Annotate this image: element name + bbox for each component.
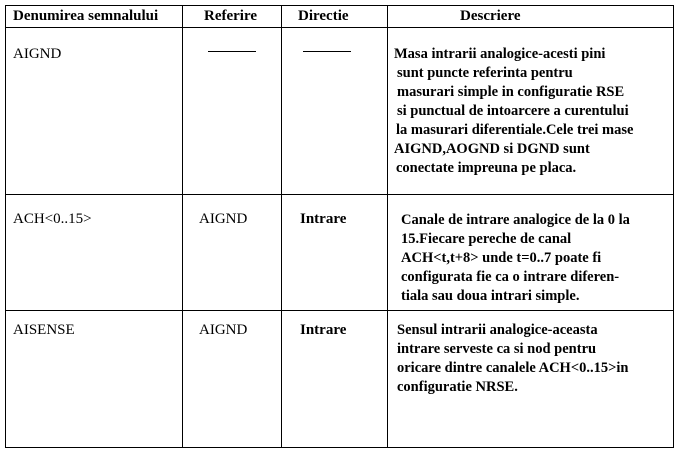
table-border-left	[5, 5, 6, 448]
row-3-description	[397, 321, 628, 397]
row-1-desc-line: si punctual de intoarcere a curentului	[397, 103, 629, 119]
col-divider-2	[281, 5, 282, 448]
row-3-desc-line: oricare dintre canalele ACH<0..15>in	[397, 360, 629, 376]
header-reference: Referire	[204, 8, 258, 24]
row-divider-1	[5, 194, 674, 195]
row-3-signal-name: AISENSE	[13, 322, 75, 338]
col-divider-1	[182, 5, 183, 448]
row-1-signal-name: AIGND	[13, 46, 62, 62]
row-2-desc-line: 15.Fiecare pereche de canal	[401, 231, 572, 247]
row-1-reference-dash	[208, 51, 256, 52]
header-signal-name: Denumirea semnalului	[13, 8, 159, 24]
col-divider-3	[387, 5, 388, 448]
signal-table	[5, 5, 674, 448]
row-2-desc-line: configurata fie ca o intrare diferen-	[401, 269, 620, 285]
row-1-desc-line: la masurari diferentiale.Cele trei mase	[396, 122, 634, 138]
row-2-direction: Intrare	[300, 211, 347, 227]
row-3-desc-line: configuratie NRSE.	[397, 379, 518, 395]
row-1-desc-line: sunt puncte referinta pentru	[397, 65, 573, 81]
header-direction: Directie	[298, 8, 349, 24]
table-border-right	[673, 5, 674, 448]
row-divider-header	[5, 27, 674, 28]
header-description: Descriere	[460, 8, 521, 24]
row-1-description	[394, 45, 633, 178]
row-2-desc-line: tiala sau doua intrari simple.	[401, 288, 580, 304]
row-1-desc-line: Masa intrarii analogice-acesti pini	[394, 46, 606, 62]
row-divider-2	[5, 310, 674, 311]
row-1-desc-line: AIGND,AOGND si DGND sunt	[394, 141, 590, 157]
row-2-desc-line: ACH<t,t+8> unde t=0..7 poate fi	[401, 250, 602, 266]
row-3-direction: Intrare	[300, 322, 347, 338]
row-2-desc-line: Canale de intrare analogice de la 0 la	[401, 212, 630, 228]
row-3-reference: AIGND	[199, 322, 248, 338]
row-1-desc-line: conectate impreuna pe placa.	[396, 160, 577, 176]
row-3-desc-line: Sensul intrarii analogice-aceasta	[397, 322, 598, 338]
row-2-signal-name: ACH<0..15>	[13, 211, 92, 227]
row-2-description	[401, 211, 630, 306]
row-2-reference: AIGND	[199, 211, 248, 227]
row-1-direction-dash	[303, 51, 351, 52]
table-border-top	[5, 5, 674, 6]
row-3-desc-line: intrare serveste ca si nod pentru	[397, 341, 597, 357]
table-border-bottom	[5, 447, 674, 448]
row-1-desc-line: masurari simple in configuratie RSE	[397, 84, 625, 100]
